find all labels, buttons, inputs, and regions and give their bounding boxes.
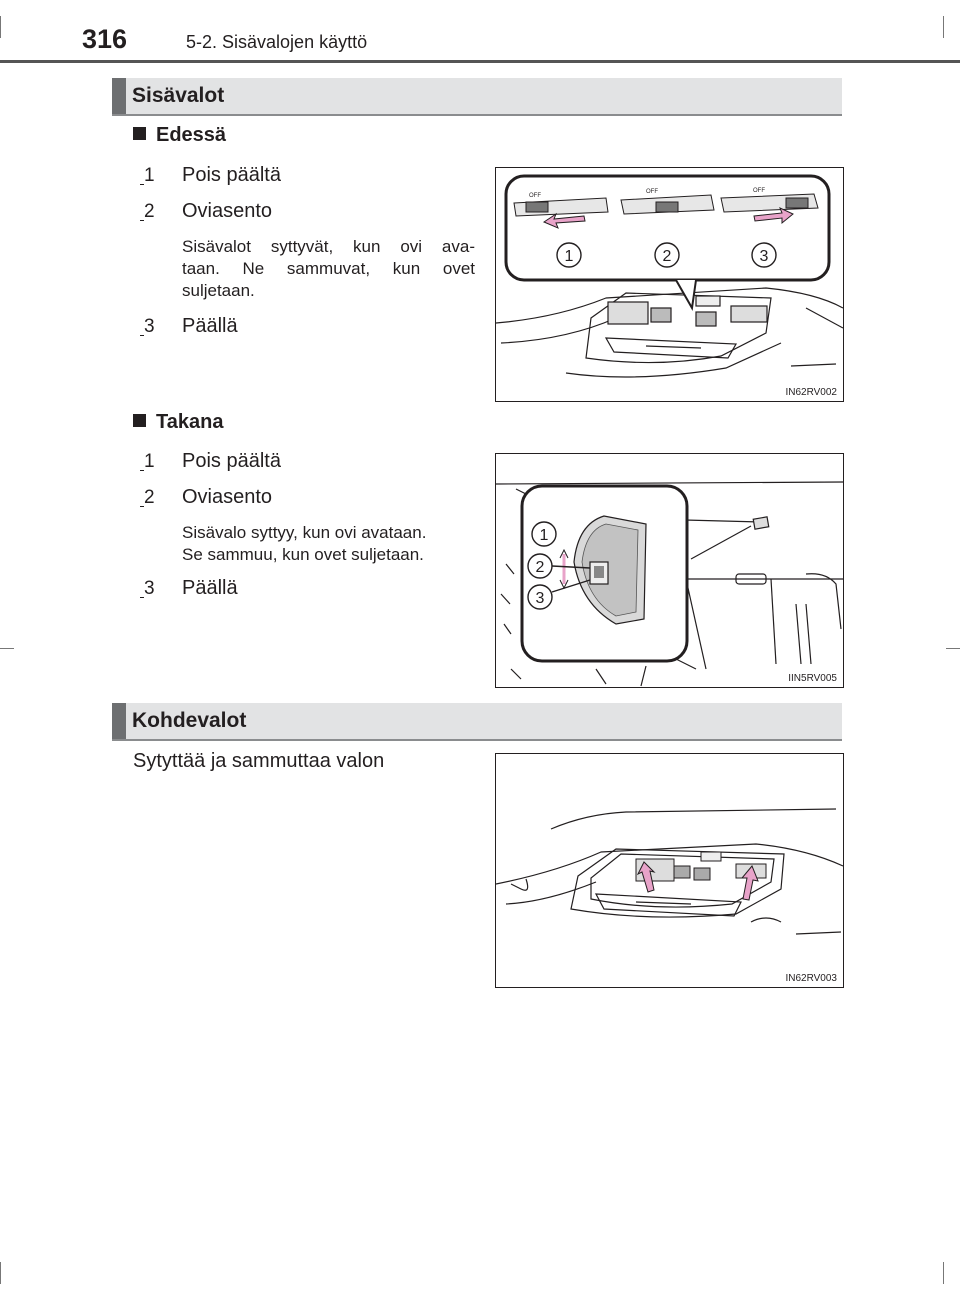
body-text: Sytyttää ja sammuttaa valon xyxy=(133,750,385,772)
section-title: Sisävalot xyxy=(132,84,225,107)
figure-code: IIN5RV005 xyxy=(788,673,837,684)
figure-rear-light xyxy=(495,453,844,688)
rear-light-illustration xyxy=(496,454,843,687)
item-number: 3 xyxy=(144,316,155,337)
crop-mark xyxy=(0,1262,1,1284)
square-bullet-icon xyxy=(133,127,146,140)
item-number: 1 xyxy=(144,165,155,186)
chapter-title: 5-2. Sisävalojen käyttö xyxy=(186,32,368,52)
item-number: 1 xyxy=(144,451,155,472)
item-number: 3 xyxy=(144,578,155,599)
section-bar-sisavalot xyxy=(112,78,842,116)
description-front xyxy=(182,236,475,302)
crop-mark xyxy=(943,16,944,38)
item-label: Oviasento xyxy=(182,486,273,508)
callout-number: 1 xyxy=(539,527,549,544)
callout-number: 2 xyxy=(535,559,545,576)
crop-mark xyxy=(0,648,14,649)
crop-mark xyxy=(943,1262,944,1284)
spot-lights-illustration xyxy=(496,754,843,987)
section-title: Kohdevalot xyxy=(132,709,247,732)
callout-number: 3 xyxy=(759,248,769,265)
front-lights-illustration xyxy=(496,168,843,401)
figure-code: IN62RV002 xyxy=(785,387,837,398)
callout-number: 2 xyxy=(662,248,672,265)
item-label: Päällä xyxy=(182,577,238,599)
square-bullet-icon xyxy=(133,414,146,427)
section-bar-kohdevalot xyxy=(112,703,842,741)
item-label: Oviasento xyxy=(182,200,273,222)
description-rear xyxy=(182,522,475,566)
item-number: 2 xyxy=(144,201,155,222)
subheading-rear xyxy=(133,411,223,434)
section-accent xyxy=(112,78,126,114)
subheading-front xyxy=(133,124,226,147)
item-number: 2 xyxy=(144,487,155,508)
description-line: Sisävalot syttyvät, kun ovi ava- xyxy=(182,237,475,256)
item-label: Pois päältä xyxy=(182,164,281,186)
callout-number: 1 xyxy=(564,248,574,265)
figure-front-lights xyxy=(495,167,844,402)
section-accent xyxy=(112,703,126,739)
description-line: taan. Ne sammuvat, kun ovet xyxy=(182,259,475,278)
description-line: suljetaan. xyxy=(182,281,255,300)
figure-spot-lights xyxy=(495,753,844,988)
switch-label: OFF xyxy=(529,193,541,199)
callout-number: 3 xyxy=(535,590,545,607)
description-line: Sisävalo syttyy, kun ovi avataan. xyxy=(182,523,427,542)
figure-code: IN62RV003 xyxy=(785,973,837,984)
page-number: 316 xyxy=(82,24,128,54)
subheading-text: Edessä xyxy=(156,124,227,146)
crop-mark xyxy=(0,16,1,38)
subheading-text: Takana xyxy=(156,411,224,433)
switch-label: OFF xyxy=(646,189,658,195)
header-rule xyxy=(0,60,960,63)
switch-label: OFF xyxy=(753,188,765,194)
description-line: Se sammuu, kun ovet suljetaan. xyxy=(182,545,424,564)
item-label: Pois päältä xyxy=(182,450,281,472)
item-label: Päällä xyxy=(182,315,238,337)
crop-mark xyxy=(946,648,960,649)
